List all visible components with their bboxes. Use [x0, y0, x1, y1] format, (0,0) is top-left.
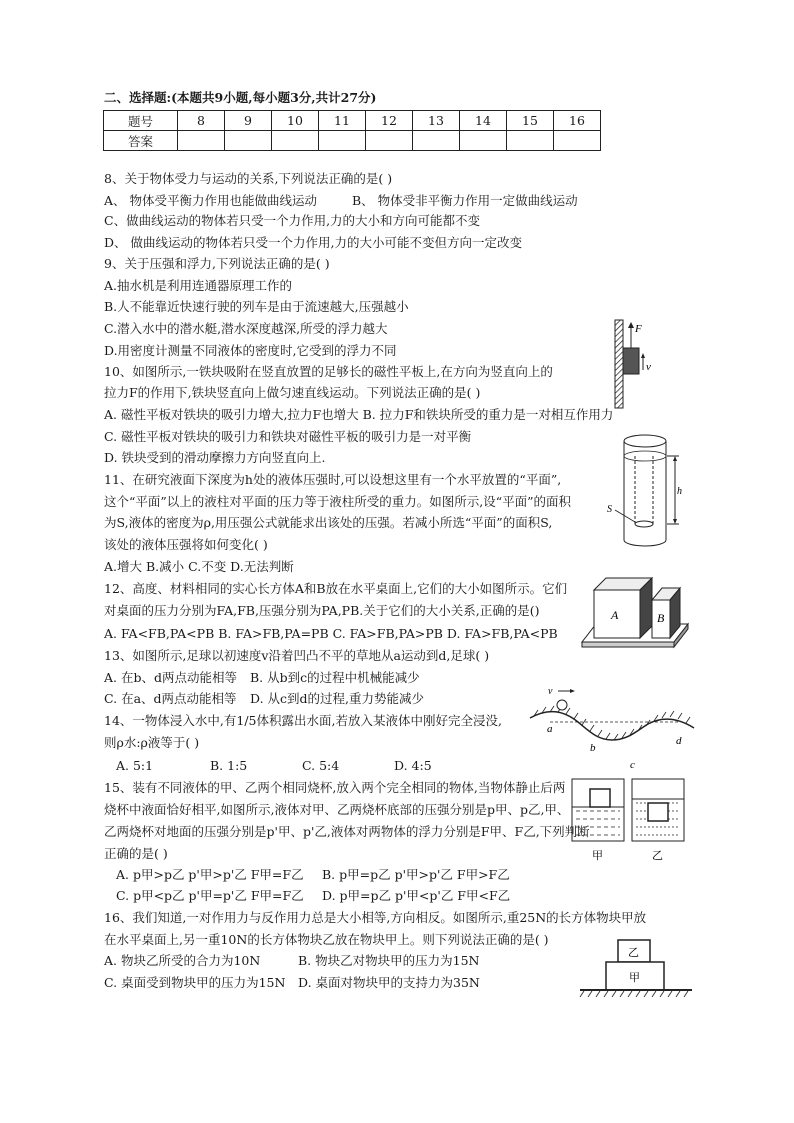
- q13-option-b: B. 从b到c的过程中机械能减少: [250, 670, 420, 685]
- q14-option-d: D. 4:5: [394, 758, 432, 773]
- q15-stem-line1: 15、装有不同液体的甲、乙两个相同烧杯,放入两个完全相同的物体,当物体静止后两: [104, 780, 566, 795]
- label-b: b: [590, 742, 596, 754]
- q15-option-a: A. p甲>p乙 p'甲>p'乙 F甲=F乙: [116, 867, 304, 882]
- q15-figure: [568, 777, 698, 865]
- label-a: a: [547, 723, 553, 735]
- table-cell-number: 9: [225, 111, 272, 131]
- q15-stem-line4: 正确的是( ): [104, 846, 168, 861]
- table-cell-number: 11: [319, 111, 366, 131]
- q13-figure: [528, 686, 698, 772]
- q16-option-d: D. 桌面对物块甲的支持力为35N: [298, 975, 480, 990]
- area-label-s: S: [607, 504, 612, 515]
- velocity-label-v: v: [646, 361, 651, 373]
- table-cell-number: 10: [272, 111, 319, 131]
- label-a: A: [611, 608, 619, 622]
- q11-stem-line4: 该处的液体压强将如何变化( ): [104, 537, 268, 552]
- q14-stem-line1: 14、一物体浸入水中,有1/5体积露出水面,若放入某液体中刚好完全浸没,: [104, 713, 502, 728]
- table-cell-number: 14: [460, 111, 507, 131]
- q11-stem-line3: 为S,液体的密度为ρ,用压强公式就能求出该处的压强。若减小所选“平面”的面积S,: [104, 515, 553, 530]
- object-in-jia: [590, 789, 610, 807]
- answer-cell[interactable]: [319, 131, 366, 151]
- q16-stem-line1: 16、我们知道,一对作用力与反作用力总是大小相等,方向相反。如图所示,重25N的长方体物块甲放: [104, 910, 647, 925]
- q9-option-a: A.抽水机是利用连通器原理工作的: [104, 278, 293, 293]
- q10-option-c: C. 磁性平板对铁块的吸引力和铁块对磁性平板的吸引力是一对平衡: [104, 429, 472, 444]
- iron-block: [623, 348, 639, 374]
- table-cell-number: 13: [413, 111, 460, 131]
- q15-stem-line3: 乙两烧杯对地面的压强分别是p'甲、p'乙,液体对两物体的浮力分别是F甲、F乙,下列判断: [104, 824, 590, 839]
- table-cell-number: 8: [178, 111, 225, 131]
- q15-option-b: B. p甲=p乙 p'甲>p'乙 F甲>F乙: [322, 867, 510, 882]
- label-c: c: [630, 759, 635, 771]
- label-v: v: [548, 686, 553, 697]
- answer-cell[interactable]: [178, 131, 225, 151]
- q16-stem-line2: 在水平桌面上,另一重10N的长方体物块乙放在物块甲上。则下列说法正确的是( ): [104, 932, 549, 947]
- q13-option-c: C. 在a、d两点动能相等: [104, 691, 237, 706]
- answer-cell[interactable]: [507, 131, 554, 151]
- label-yi: 乙: [652, 850, 663, 862]
- label-yi: 乙: [628, 947, 639, 959]
- q13-option-d: D. 从c到d的过程,重力势能减少: [250, 691, 424, 706]
- q12-stem-line1: 12、高度、材料相同的实心长方体A和B放在水平桌面上,它们的大小如图所示。它们: [104, 581, 568, 596]
- grass-curve: [530, 712, 694, 740]
- section-header: 二、选择题:(本题共9小题,每小题3分,共计27分): [104, 90, 377, 105]
- answer-cell[interactable]: [554, 131, 601, 151]
- q11-figure: [605, 432, 690, 552]
- q16-option-c: C. 桌面受到物块甲的压力为15N: [104, 975, 286, 990]
- table-cell-number: 12: [366, 111, 413, 131]
- force-label-f: F: [635, 323, 642, 335]
- q14-stem-line2: 则ρ水:ρ液等于( ): [104, 735, 200, 750]
- answer-table-answer-row: [104, 131, 601, 151]
- q15-option-d: D. p甲=p乙 p'甲<p'乙 F甲<F乙: [322, 888, 511, 903]
- q11-options: A.增大 B.减小 C.不变 D.无法判断: [104, 559, 294, 574]
- q10-stem-line1: 10、如图所示,一铁块吸附在竖直放置的足够长的磁性平板上,在方向为竖直向上的: [104, 364, 553, 379]
- table-label-question-number: 题号: [104, 111, 178, 131]
- q15-option-c: C. p甲<p乙 p'甲=p'乙 F甲=F乙: [116, 888, 304, 903]
- label-b: B: [657, 611, 665, 625]
- football: [557, 700, 567, 710]
- answer-cell[interactable]: [460, 131, 507, 151]
- label-d: d: [676, 735, 682, 747]
- q9-option-b: B.人不能靠近快速行驶的列车是由于流速越大,压强越小: [104, 299, 409, 314]
- q9-stem: 9、关于压强和浮力,下列说法正确的是( ): [104, 256, 330, 271]
- q13-stem: 13、如图所示,足球以初速度v沿着凹凸不平的草地从a运动到d,足球( ): [104, 648, 490, 663]
- q15-stem-line2: 烧杯中液面恰好相平,如图所示,液体对甲、乙两烧杯底部的压强分别是p甲、p乙,甲、: [104, 802, 570, 817]
- q10-option-a-b: A. 磁性平板对铁块的吸引力增大,拉力F也增大 B. 拉力F和铁块所受的重力是一对相互作用力: [104, 407, 614, 422]
- label-jia: 甲: [592, 850, 603, 862]
- q16-option-a: A. 物块乙所受的合力为10N: [104, 953, 261, 968]
- q9-option-c: C.潜入水中的潜水艇,潜水深度越深,所受的浮力越大: [104, 321, 388, 336]
- answer-table: [103, 110, 601, 151]
- label-jia: 甲: [629, 972, 640, 984]
- q8-option-a: A、 物体受平衡力作用也能做曲线运动: [104, 193, 318, 208]
- q10-stem-line2: 拉力F的作用下,铁块竖直向上做匀速直线运动。下列说法正确的是( ): [104, 385, 481, 400]
- answer-cell[interactable]: [413, 131, 460, 151]
- q14-option-a: A. 5:1: [116, 758, 154, 773]
- answer-cell[interactable]: [366, 131, 413, 151]
- q8-option-c: C、做曲线运动的物体若只受一个力作用,力的大小和方向可能都不变: [104, 213, 481, 228]
- q12-stem-line2: 对桌面的压力分别为FA,FB,压强分别为PA,PB.关于它们的大小关系,正确的是(): [104, 603, 540, 618]
- q14-option-b: B. 1:5: [210, 758, 248, 773]
- q8-stem: 8、关于物体受力与运动的关系,下列说法正确的是( ): [104, 171, 393, 186]
- plane-s: [635, 521, 653, 527]
- q8-option-b: B、 物体受非平衡力作用一定做曲线运动: [352, 193, 578, 208]
- q16-figure: [578, 938, 696, 1000]
- q10-option-d: D. 铁块受到的滑动摩擦力方向竖直向上.: [104, 450, 326, 465]
- answer-cell[interactable]: [225, 131, 272, 151]
- q14-option-c: C. 5:4: [302, 758, 340, 773]
- q16-option-b: B. 物块乙对物块甲的压力为15N: [298, 953, 480, 968]
- depth-label-h: h: [677, 486, 682, 497]
- q11-stem-line2: 这个“平面”以上的液柱对平面的压力等于液柱所受的重力。如图所示,设“平面”的面积: [104, 494, 572, 509]
- q10-figure: [605, 318, 665, 410]
- table-cell-number: 16: [554, 111, 601, 131]
- table-cell-number: 15: [507, 111, 554, 131]
- q9-option-d: D.用密度计测量不同液体的密度时,它受到的浮力不同: [104, 343, 397, 358]
- q8-option-d: D、 做曲线运动的物体若只受一个力作用,力的大小可能不变但方向一定改变: [104, 235, 522, 250]
- object-in-yi: [648, 803, 668, 821]
- answer-table-number-row: [104, 111, 601, 131]
- q12-figure: [578, 572, 698, 657]
- q11-stem-line1: 11、在研究液面下深度为h处的液体压强时,可以设想这里有一个水平放置的“平面”,: [104, 472, 562, 487]
- answer-cell[interactable]: [272, 131, 319, 151]
- q13-option-a: A. 在b、d两点动能相等: [104, 670, 237, 685]
- q12-options: A. FA<FB,PA<PB B. FA>FB,PA=PB C. FA>FB,PA>PB D. FA>FB,PA<PB: [104, 626, 558, 641]
- magnetic-plate: [615, 320, 623, 408]
- table-label-answer: 答案: [104, 131, 178, 151]
